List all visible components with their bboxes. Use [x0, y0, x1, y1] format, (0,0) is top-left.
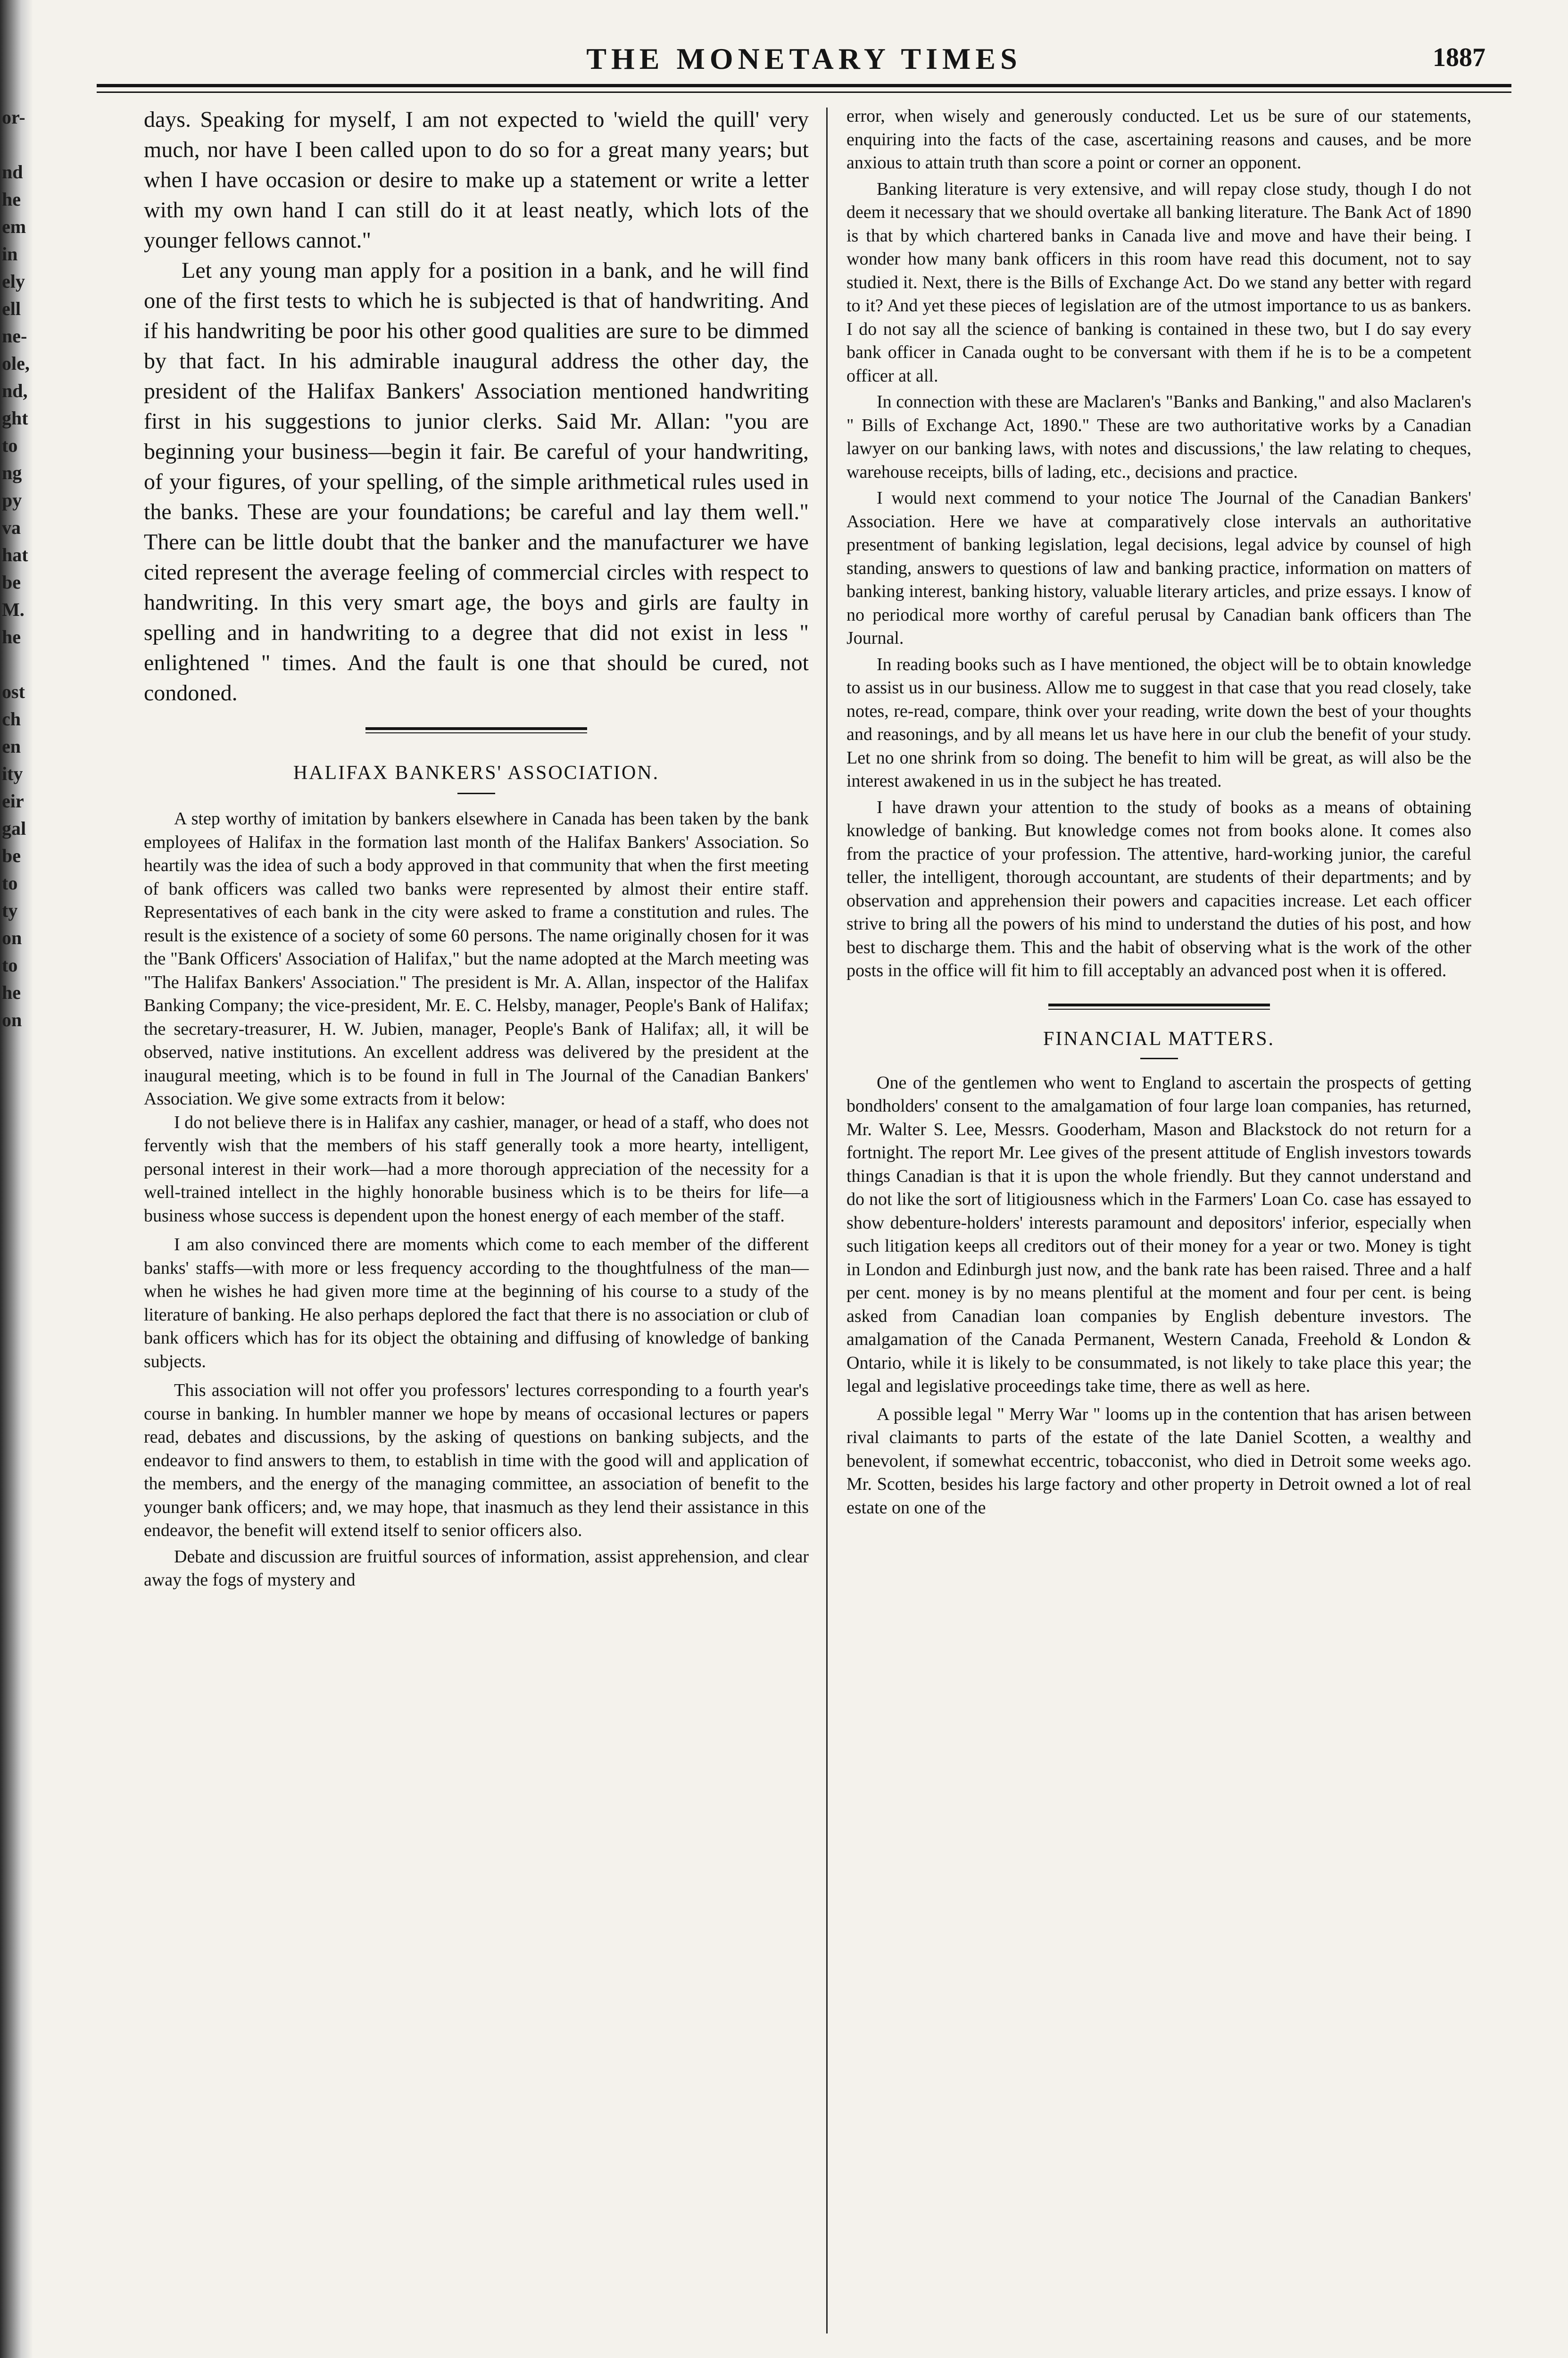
margin-fragment: py: [2, 490, 22, 511]
masthead-rule-thick: [97, 84, 1511, 87]
margin-fragment: [2, 651, 32, 678]
margin-fragment: ch: [2, 708, 21, 730]
halifax-article: [144, 807, 809, 1111]
section-heading-halifax: HALIFAX BANKERS' ASSOCIATION.: [293, 762, 660, 784]
article-paragraph: I have drawn your attention to the study of books as a means of obtaining knowledge of banking. But knowledge comes not from books alone. It comes also from the practice of your profession. The attentive, hard-working junior, the careful teller, the intelligent, thorough accountant, are students of their departments; and by observation and apprehension their powers and capacities increase. Let each officer strive to bring all the powers of his mind to understand the duties of his post, and how best to discharge them. This and the habit of observing what is the work of the other posts in the office will fit him to fill acceptably an advanced post when it is offered.: [846, 797, 1471, 980]
margin-fragment: nd: [2, 161, 23, 183]
article-paragraph: In connection with these are Maclaren's "Banks and Banking," and also Maclaren's " Bills of Exchange Act, 1890." These are two authoritative works by a Canadian lawyer on our banking laws, with notes and discussions,' the law relating to cheques, warehouse receipts, bills of lading, etc., decisions and practice.: [846, 392, 1471, 482]
margin-fragment: on: [2, 1009, 22, 1030]
quote-paragraph: I am also convinced there are moments which come to each member of the different banks' staffs—with more or less frequency according to the thoughtfulness of the man—when he wishes he had given more time at the beginning of his course to a study of the literature of banking. He also perhaps deplored the fact that there is no association or club of bank officers which has for its object the obtaining and diffusing of knowledge of banking subjects.: [144, 1235, 809, 1371]
article-paragraph: days. Speaking for myself, I am not expected to 'wield the quill' very much, nor have I been called upon to do so for a great many years; but when I have occasion or desire to make up a statement or write a letter with my own hand I can still do it at least neatly, which lots of the younger fellows cannot.": [144, 107, 809, 253]
margin-fragment: eir: [2, 790, 24, 812]
margin-fragment: ght: [2, 407, 28, 429]
section-separator-thin: [1048, 1009, 1270, 1010]
article-paragraph: One of the gentlemen who went to England to ascertain the prospects of getting bondholders' consent to the amalgamation of four large loan companies, has returned, Mr. Walter S. Lee, Messrs. Gooderham, Mason and Blackstock do not return for a fortnight. The report Mr. Lee gives of the present attitude of English investors towards things Canadian is that it is upon the whole friendly. But they cannot understand and do not like the sort of litigiousness which in the Farmers' Loan Co. case has essayed to show debenture-holders' interests paramount and depositors' inferior, especially when such litigation keeps all creditors out of their money for a year or two. Money is tight in London and Edinburgh just now, and the bank rate has been raised. Three and a half per cent. money is by no means plentiful at the moment and four per cent. is being asked from Canadian loan companies by English debenture investors. The amalgamation of the Canada Permanent, Western Canada, Freehold & London & Ontario, while it is likely to be consummated, is not likely to take place this year; the legal and legislative proceedings take time, there as well as here.: [846, 1072, 1471, 1396]
margin-fragment: [2, 131, 32, 158]
section-separator: [365, 727, 587, 730]
margin-fragment: he: [2, 189, 21, 210]
margin-fragment: va: [2, 517, 21, 538]
margin-fragment: en: [2, 736, 21, 757]
margin-fragment: gal: [2, 818, 26, 839]
margin-fragment: on: [2, 927, 22, 948]
margin-fragment: M.: [2, 599, 25, 620]
section-heading-financial: FINANCIAL MATTERS.: [1043, 1028, 1275, 1050]
margin-fragment: he: [2, 626, 21, 648]
publication-title: THE MONETARY TIMES: [586, 42, 1022, 75]
masthead: [97, 42, 1511, 84]
margin-fragment: be: [2, 845, 21, 866]
margin-fragment: to: [2, 955, 18, 976]
margin-fragment: in: [2, 243, 18, 265]
margin-fragment: to: [2, 872, 18, 894]
adjacent-page-fragments: [2, 104, 32, 1034]
margin-fragment: ity: [2, 763, 23, 784]
article-paragraph: In reading books such as I have mentioned, the object will be to obtain knowledge to assist us in our business. Allow me to suggest in that case that you read closely, take notes, re-read, compare, think over your reading, write down the best of your thoughts and reasonings, and by all means let us have here in our club the benefit of your study. Let no one shrink from so doing. The benefit to him will be great, as will also be the interest awakened in us in the subject he has treated.: [846, 654, 1471, 791]
financial-article: [846, 1071, 1471, 1520]
margin-fragment: ng: [2, 462, 22, 483]
column-divider: [826, 108, 828, 2333]
article-paragraph: I would next commend to your notice The Journal of the Canadian Bankers' Association. Here we have at comparatively close intervals an authoritative presentment of banking legislation, legal decisions, legal advice by counsel of high standing, answers to questions of law and banking practice, information on matters of banking interest, banking history, valuable literary articles, and prize essays. I know of no periodical more worthy of careful perusal by Canadian bank officers than The Journal.: [846, 488, 1471, 648]
margin-fragment: em: [2, 216, 26, 237]
heading-underline: [1140, 1058, 1178, 1059]
article-paragraph: A step worthy of imitation by bankers elsewhere in Canada has been taken by the bank employees of Halifax in the formation last month of the Halifax Bankers' Association. So heartily was the idea of such a body approved in that community that when the first meeting of bank officers was called two banks were represented by almost their entire staff. Representatives of each bank in the city were asked to frame a constitution and rules. The result is the existence of a society of some 60 persons. The name originally chosen for it was the "Bank Officers' Association of Halifax," but the name adopted at the March meeting was "The Halifax Bankers' Association." The president is Mr. A. Allan, inspector of the Halifax Banking Company; the vice-president, Mr. E. C. Helsby, manager, People's Bank of Halifax; the secretary-treasurer, H. W. Jubien, manager, People's Bank of Halifax; all, it will be observed, native institutions. An excellent address was delivered by the president at the inaugural meeting, which is to be found in full in The Journal of the Canadian Bankers' Association. We give some extracts from it below:: [144, 809, 809, 1109]
margin-fragment: nd,: [2, 380, 28, 401]
left-column: [144, 105, 809, 1592]
margin-fragment: ne-: [2, 325, 27, 347]
continued-article: [144, 105, 809, 708]
masthead-rule-thin: [97, 91, 1511, 93]
margin-fragment: ost: [2, 681, 25, 702]
margin-fragment: hat: [2, 544, 28, 565]
section-separator-thin: [365, 732, 587, 733]
address-extracts: [144, 1111, 809, 1592]
article-paragraph: error, when wisely and generously conducted. Let us be sure of our statements, enquiring into the facts of the case, ascertaining reasons and causes, and be more anxious to attain truth than score a point or corner an opponent.: [846, 106, 1471, 173]
quote-paragraph: Debate and discussion are fruitful sources of information, assist apprehension, and clear away the fogs of mystery and: [144, 1546, 809, 1590]
margin-fragment: ty: [2, 900, 18, 921]
margin-fragment: to: [2, 435, 18, 456]
margin-fragment: ell: [2, 298, 21, 319]
page-number: 1887: [1433, 43, 1485, 72]
margin-fragment: ely: [2, 271, 25, 292]
margin-fragment: or-: [2, 107, 25, 128]
heading-underline: [457, 793, 495, 794]
margin-fragment: be: [2, 572, 21, 593]
article-paragraph: Banking literature is very extensive, and will repay close study, though I do not deem it necessary that we should overtake all banking literature. The Bank Act of 1890 is that by which chartered banks in Canada live and move and have their being. I wonder how many bank officers in this room have read this document, not to say studied it. Next, there is the Bills of Exchange Act. Do we stand any better with regard to it? And yet these pieces of legislation are of the utmost importance to us as bankers. I do not say all the science of banking is contained in these two, but I do say every bank officer in Canada ought to be conversant with them if he is to be a competent officer at all.: [846, 179, 1471, 386]
right-column: [846, 105, 1471, 1519]
address-continued: [846, 105, 1471, 983]
margin-fragment: ole,: [2, 353, 30, 374]
article-paragraph: A possible legal " Merry War " looms up in the contention that has arisen between rival claimants to parts of the estate of the late Daniel Scotten, a wealthy and benevolent, if somewhat eccentric, tobacconist, who died in Detroit some weeks ago. Mr. Scotten, besides his large factory and other property in Detroit owned a lot of real estate on one of the: [846, 1404, 1471, 1518]
quote-paragraph: I do not believe there is in Halifax any cashier, manager, or head of a staff, who does not fervently wish that the members of his staff generally took a more hearty, intelligent, personal interest in their work—had a more thorough appreciation of the necessity for a well-trained intellect in the highly honorable business which is to be theirs for life—a business whose success is dependent upon the honest energy of each member of the staff.: [144, 1112, 809, 1226]
margin-fragment: he: [2, 982, 21, 1003]
article-paragraph: Let any young man apply for a position in a bank, and he will find one of the first tests to which he is subjected is that of handwriting. And if his handwriting be poor his other good qualities are sure to be dimmed by that fact. In his admirable inaugural address the other day, the president of the Halifax Bankers' Association mentioned handwriting first in his suggestions to junior clerks. Said Mr. Allan: "you are beginning your business—begin it fair. Be careful of your handwriting, of your figures, of your spelling, of the simple arithmetical rules used in the banks. These are your foundations; be careful and lay them well." There can be little doubt that the banker and the manufacturer we have cited represent the average feeling of commercial circles with respect to handwriting. In this very smart age, the boys and girls are faulty in spelling and in handwriting to a degree that did not exist in less " enlightened " times. And the fault is one that should be cured, not condoned.: [144, 258, 809, 706]
section-separator: [1048, 1004, 1270, 1006]
quote-paragraph: This association will not offer you professors' lectures corresponding to a fourth year's course in banking. In humbler manner we hope by means of occasional lectures or papers read, debates and discussions, by the asking of questions on banking subjects, and the endeavor to find answers to them, to establish in time with the good will and application of the members, and the energy of the managing committee, an association of benefit to the younger bank officers; and, we may hope, that inasmuch as they lend their assistance in this endeavor, the benefit will extend itself to senior officers also.: [144, 1380, 809, 1540]
